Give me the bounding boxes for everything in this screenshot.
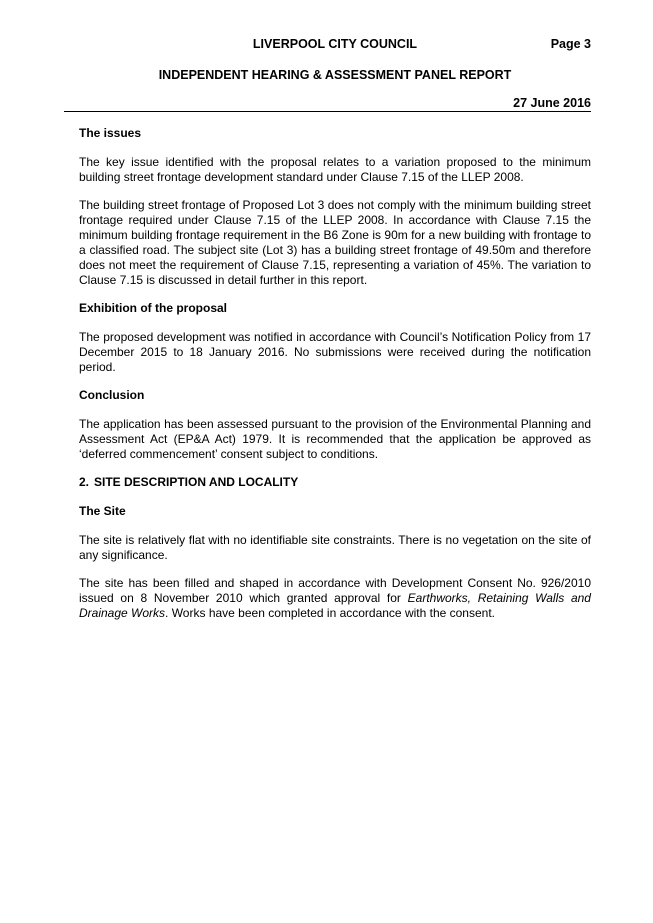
site-paragraph-2-works: Earthworks, Retaining Walls and Drainage Works bbox=[79, 591, 591, 620]
site-paragraph-2-end: . Works have been completed in accordance with the consent. bbox=[165, 606, 495, 620]
site-paragraph-1: The site is relatively flat with no identifiable site constraints. There is no vegetation on the site of any significance. bbox=[79, 533, 591, 562]
section-title: SITE DESCRIPTION AND LOCALITY bbox=[94, 475, 299, 489]
exhibition-paragraph: The proposed development was notified in accordance with Council’s Notification Policy from 17 December 2015 to 18 January 2016. No submissions were received during the notification period. bbox=[79, 330, 591, 374]
site-paragraph-2 bbox=[79, 576, 591, 621]
page-header bbox=[79, 37, 591, 53]
conclusion-heading: Conclusion bbox=[79, 388, 145, 402]
issues-paragraph-1: The key issue identified with the proposal relates to a variation proposed to the minimum building street frontage development standard under Clause 7.15 of the LLEP 2008. bbox=[79, 155, 591, 184]
document-body bbox=[79, 126, 591, 634]
report-date: 27 June 2016 bbox=[513, 96, 591, 110]
conclusion-paragraph: The application has been assessed pursuant to the provision of the Environmental Planning and Assessment Act (EP&A Act) 1979. It is recommended that the application be approved as ‘deferred commencement’ consent subject to conditions. bbox=[79, 417, 591, 461]
section-number: 2. bbox=[79, 475, 90, 489]
header-divider bbox=[64, 111, 591, 112]
site-heading: The Site bbox=[79, 504, 126, 518]
exhibition-heading: Exhibition of the proposal bbox=[79, 301, 227, 315]
section-2-heading bbox=[79, 475, 591, 490]
issues-paragraph-2: The building street frontage of Proposed Lot 3 does not comply with the minimum building street frontage required under Clause 7.15 of the LLEP 2008. In accordance with Clause 7.15 the minimum building frontage requirement in the B6 Zone is 90m for a new building with frontage to a classified road. The subject site (Lot 3) has a building street frontage of 49.50m and therefore does not meet the requirement of Clause 7.15, representing a variation of 45%. The variation to Clause 7.15 is discussed in detail further in this report. bbox=[79, 198, 591, 287]
site-paragraph-2-start: The site has been filled and shaped in accordance with Development Consent No. 926/2010 issued on 8 November 2010 which granted approval for bbox=[79, 576, 591, 605]
council-name: LIVERPOOL CITY COUNCIL bbox=[252, 37, 418, 51]
report-title: INDEPENDENT HEARING & ASSESSMENT PANEL REPORT bbox=[158, 68, 512, 82]
page-number: Page 3 bbox=[550, 37, 591, 51]
issues-heading: The issues bbox=[79, 126, 142, 140]
